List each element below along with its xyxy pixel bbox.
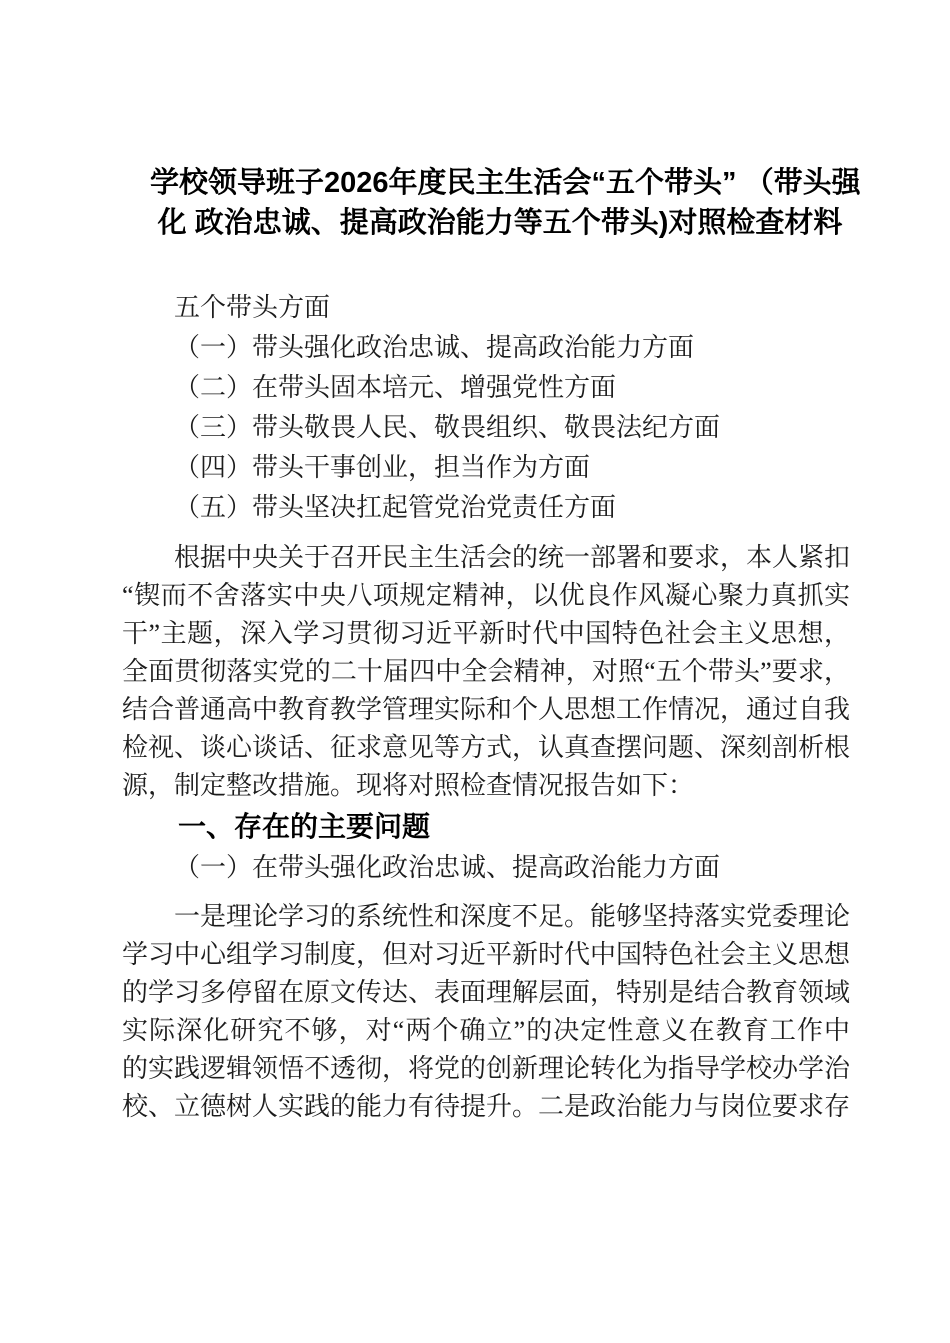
list-block (122, 288, 850, 528)
text-line: （二）在带头固本培元、增强党性方面 (174, 373, 617, 402)
text-line: 结合普通高中教育教学管理实际和个人思想工作情况，通过自我 (122, 695, 851, 724)
title-line: 化 政治忠诚、提高政治能力等五个带头)对照检查材料 (157, 207, 843, 239)
text-line: 五个带头方面 (174, 293, 331, 322)
text-line: 学习中心组学习制度，但对习近平新时代中国特色社会主义思想 (122, 940, 851, 969)
text-line: 检视、谈心谈话、征求意见等方式，认真查摆问题、深刻剖析根 (122, 733, 851, 762)
text-line: 源，制定整改措施。现将对照检查情况报告如下： (122, 771, 695, 800)
text-line: 全面贯彻落实党的二十届四中全会精神，对照“五个带头”要求， (122, 657, 850, 686)
sub-heading: （一）在带头强化政治忠诚、提高政治能力方面 (174, 853, 721, 882)
text-line: 干”主题，深入学习贯彻习近平新时代中国特色社会主义思想， (122, 619, 850, 648)
text-line: “锲而不舍落实中央八项规定精神，以优良作风凝心聚力真抓实 (122, 581, 850, 610)
document-body (122, 288, 850, 1126)
text-line: 实际深化研究不够，对“两个确立”的决定性意义在教育工作中 (122, 1016, 850, 1045)
text-line: 的学习多停留在原文传达、表面理解层面，特别是结合教育领域 (122, 978, 851, 1007)
section-heading: 一、存在的主要问题 (178, 811, 431, 842)
title-line: 学校领导班子2026年度民主生活会“五个带头” （带头强 (150, 167, 861, 199)
paragraph-block (122, 539, 850, 805)
text-line: 校、立德树人实践的能力有待提升。二是政治能力与岗位要求存 (122, 1092, 851, 1121)
text-line: （四）带头干事创业，担当作为方面 (174, 453, 591, 482)
text-line: 根据中央关于召开民主生活会的统一部署和要求，本人紧扣 (174, 543, 851, 572)
text-line: （五）带头坚决扛起管党治党责任方面 (174, 493, 617, 522)
text-line: （三）带头敬畏人民、敬畏组织、敬畏法纪方面 (174, 413, 721, 442)
text-line: （一）带头强化政治忠诚、提高政治能力方面 (174, 333, 695, 362)
text-line: 的实践逻辑领悟不透彻，将党的创新理论转化为指导学校办学治 (122, 1054, 851, 1083)
paragraph-block (122, 898, 850, 1126)
text-line: 一是理论学习的系统性和深度不足。能够坚持落实党委理论 (174, 902, 851, 931)
document-title (122, 163, 861, 243)
